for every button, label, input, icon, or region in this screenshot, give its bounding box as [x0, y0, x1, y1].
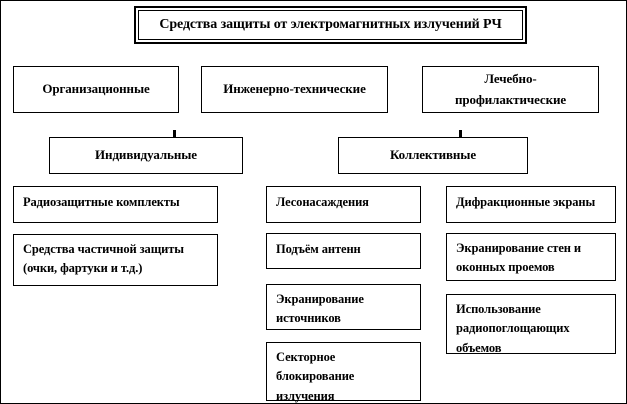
box-individual: Индивидуальные: [49, 137, 243, 174]
box-organizational: Организационные: [13, 66, 179, 113]
box-antenna-raising: Подъём антенн: [266, 233, 421, 269]
box-wall-window-shielding: Экранирование стен и оконных проемов: [446, 233, 616, 281]
box-source-shielding: Экранирование источников: [266, 284, 421, 330]
diagram-title: Средства защиты от электромагнитных излучений РЧ: [138, 10, 523, 40]
box-medical-preventive-label: Лечебно-профилактические: [454, 71, 567, 107]
box-sector-blocking: Секторное блокирование излучения: [266, 342, 421, 401]
box-diffraction-screens: Дифракционные экраны: [446, 186, 616, 223]
box-partial-protection: Средства частичной защиты (очки, фартуки и т.д.): [13, 234, 218, 286]
title-box: [134, 6, 527, 44]
box-collective: Коллективные: [338, 137, 528, 174]
box-forest-plantings: Лесонасаждения: [266, 186, 421, 223]
box-radio-protective-kits: Радиозащитные комплекты: [13, 186, 218, 223]
box-medical-preventive: [422, 66, 599, 113]
box-radio-absorbing-volumes: Использование радиопоглощающих объемов: [446, 294, 616, 354]
box-engineering-technical: Инженерно-технические: [201, 66, 388, 113]
